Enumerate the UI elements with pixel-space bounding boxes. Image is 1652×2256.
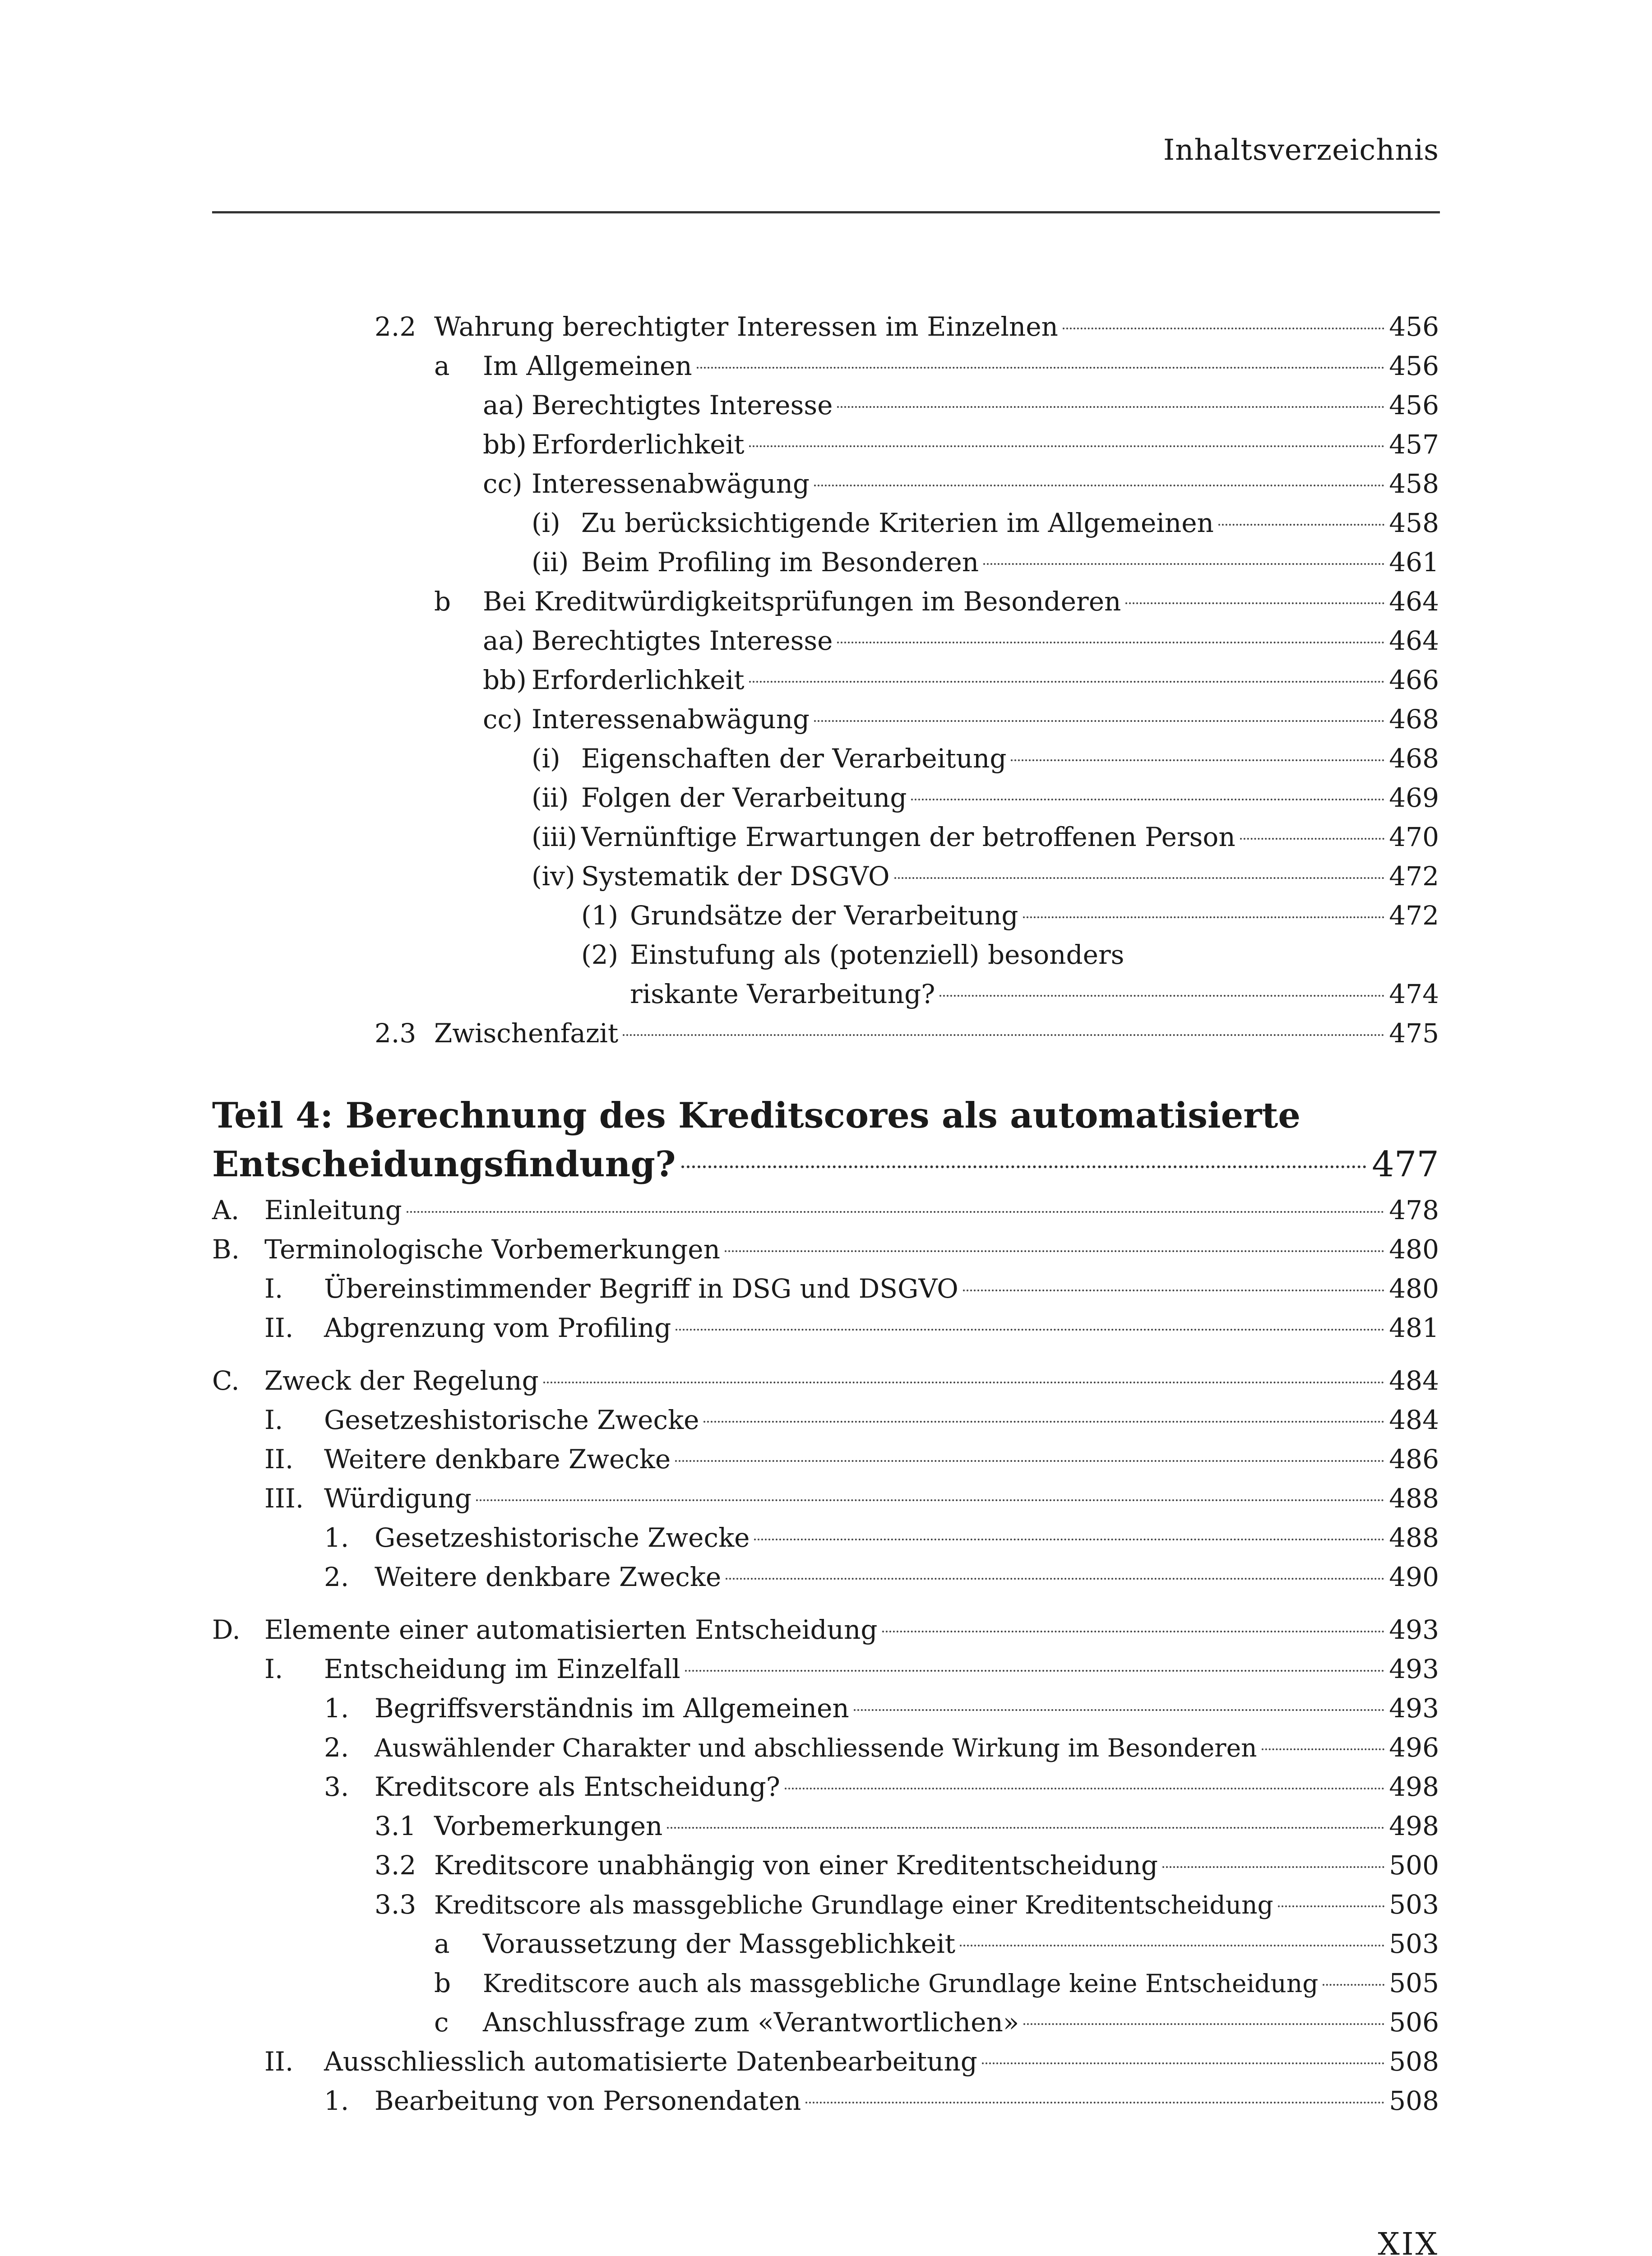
toc-entry[interactable]: (2) Einstufung als (potenziell) besonders [581, 939, 1124, 970]
toc-entry[interactable]: bb) Erforderlichkeit 466 [483, 665, 1439, 695]
toc-entry[interactable]: A. Einleitung 478 [212, 1195, 1439, 1225]
toc-entry[interactable]: 3.1 Vorbemerkungen 498 [375, 1811, 1439, 1841]
toc-entry[interactable]: B. Terminologische Vorbemerkungen 480 [212, 1234, 1439, 1265]
toc-entry[interactable]: (ii) Beim Profiling im Besonderen 461 [532, 547, 1439, 578]
toc-entry[interactable]: 3. Kreditscore als Entscheidung? 498 [324, 1771, 1439, 1802]
toc-entry[interactable]: 1. Begriffsverständnis im Allgemeinen 493 [324, 1693, 1439, 1724]
toc-entry[interactable]: cc) Interessenabwägung 458 [483, 468, 1439, 499]
toc-entry[interactable]: c Anschlussfrage zum «Verantwortlichen» 506 [434, 2007, 1439, 2038]
toc-entry[interactable]: 3.3 Kreditscore als massgebliche Grundlage einer Kreditentscheidung 503 [375, 1889, 1439, 1920]
toc-entry[interactable]: 3.2 Kreditscore unabhängig von einer Kreditentscheidung 500 [375, 1850, 1439, 1881]
toc-entry[interactable]: b Kreditscore auch als massgebliche Grundlage keine Entscheidung 505 [434, 1968, 1439, 1998]
toc-entry[interactable]: II. Ausschliesslich automatisierte Datenbearbeitung 508 [264, 2046, 1439, 2077]
toc-entry[interactable]: III. Würdigung 488 [264, 1483, 1439, 1514]
toc-entry[interactable]: a Voraussetzung der Massgeblichkeit 503 [434, 1928, 1439, 1959]
toc-entry[interactable]: a Im Allgemeinen 456 [434, 351, 1439, 381]
toc-entry[interactable]: (ii) Folgen der Verarbeitung 469 [532, 782, 1439, 813]
toc-entry[interactable]: 2.3 Zwischenfazit 475 [375, 1018, 1439, 1049]
toc-entry[interactable]: (i) Eigenschaften der Verarbeitung 468 [532, 743, 1439, 774]
toc-entry[interactable]: aa) Berechtigtes Interesse 456 [483, 390, 1439, 421]
toc-entry[interactable]: 1. Gesetzeshistorische Zwecke 488 [324, 1522, 1439, 1553]
page-number: XIX [1378, 2227, 1439, 2256]
toc-entry[interactable]: 1. Bearbeitung von Personendaten 508 [324, 2085, 1439, 2116]
toc-entry[interactable]: II. Abgrenzung vom Profiling 481 [264, 1313, 1439, 1343]
toc-entry[interactable]: 2.2 Wahrung berechtigter Interessen im Einzelnen 456 [375, 311, 1439, 342]
toc-entry[interactable]: 2. Auswählender Charakter und abschliessende Wirkung im Besonderen 496 [324, 1732, 1439, 1763]
toc-entry[interactable]: (iii) Vernünftige Erwartungen der betroffenen Person 470 [532, 822, 1439, 852]
toc-entry[interactable]: aa) Berechtigtes Interesse 464 [483, 625, 1439, 656]
toc-entry[interactable]: bb) Erforderlichkeit 457 [483, 429, 1439, 460]
toc-entry[interactable]: I. Entscheidung im Einzelfall 493 [264, 1654, 1439, 1684]
toc-entry[interactable]: cc) Interessenabwägung 468 [483, 704, 1439, 735]
toc-entry[interactable]: b Bei Kreditwürdigkeitsprüfungen im Besonderen 464 [434, 586, 1439, 617]
header-rule [212, 211, 1440, 213]
part-heading-line2[interactable]: Entscheidungsfindung? 477 [212, 1144, 1439, 1185]
toc-entry[interactable]: 2. Weitere denkbare Zwecke 490 [324, 1562, 1439, 1592]
running-head: Inhaltsverzeichnis [1163, 134, 1439, 167]
toc-entry[interactable]: (i) Zu berücksichtigende Kriterien im Allgemeinen 458 [532, 508, 1439, 538]
toc-entry[interactable]: D. Elemente einer automatisierten Entscheidung 493 [212, 1614, 1439, 1645]
part-heading: Teil 4: Berechnung des Kreditscores als automatisierte [212, 1095, 1301, 1136]
toc-entry[interactable]: riskante Verarbeitung? 474 [630, 979, 1439, 1009]
toc-entry[interactable]: (iv) Systematik der DSGVO 472 [532, 861, 1439, 892]
toc-entry[interactable]: II. Weitere denkbare Zwecke 486 [264, 1444, 1439, 1475]
toc-entry[interactable]: I. Übereinstimmender Begriff in DSG und DSGVO 480 [264, 1273, 1439, 1304]
toc-entry[interactable]: C. Zweck der Regelung 484 [212, 1365, 1439, 1396]
toc-entry[interactable]: (1) Grundsätze der Verarbeitung 472 [581, 900, 1439, 931]
toc-entry[interactable]: I. Gesetzeshistorische Zwecke 484 [264, 1405, 1439, 1435]
